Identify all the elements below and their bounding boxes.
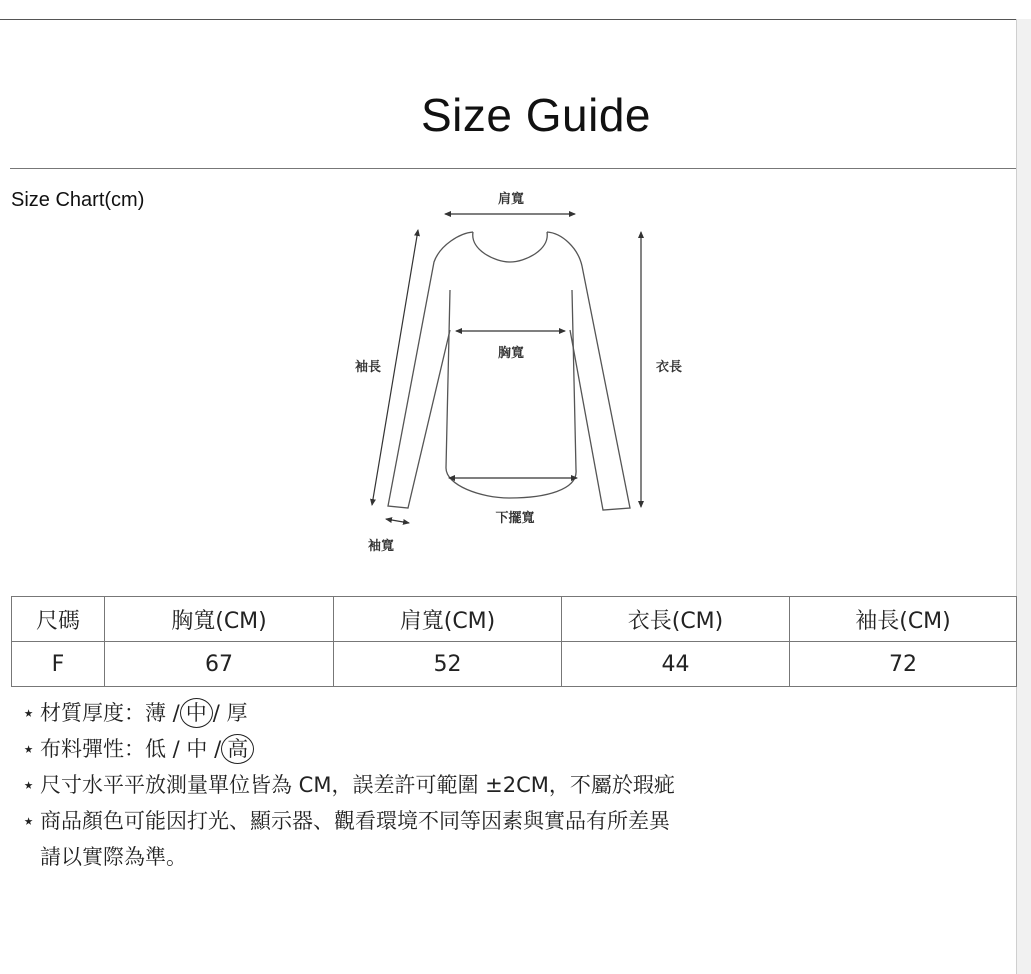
cell-length: 44 bbox=[562, 642, 790, 687]
note-measurement: ⋆ 尺寸水平平放測量單位皆為 CM，誤差許可範圍 ±2CM，不屬於瑕疵 bbox=[22, 767, 675, 803]
cell-size: F bbox=[12, 642, 105, 687]
sleeve-width-label: 袖寬 bbox=[367, 539, 395, 554]
star-icon: ⋆ bbox=[22, 701, 36, 725]
header-chest: 胸寬(CM) bbox=[105, 597, 334, 642]
cell-shoulder: 52 bbox=[334, 642, 562, 687]
chest-label: 胸寬 bbox=[497, 346, 525, 361]
header-size: 尺碼 bbox=[12, 597, 105, 642]
selected-elasticity: 高 bbox=[221, 734, 254, 764]
header-shoulder: 肩寬(CM) bbox=[334, 597, 562, 642]
scrollbar-track[interactable] bbox=[1016, 19, 1031, 974]
sleeve-width-arrow bbox=[386, 519, 409, 523]
sleeve-length-label: 袖長 bbox=[354, 360, 382, 375]
page-title: Size Guide bbox=[420, 89, 651, 141]
star-icon: ⋆ bbox=[22, 809, 36, 833]
notes bbox=[22, 695, 675, 875]
table-row bbox=[12, 642, 1017, 687]
table-header-row bbox=[12, 597, 1017, 642]
body-length-label: 衣長 bbox=[655, 360, 683, 375]
note-elasticity: ⋆ 布料彈性：低 / 中 / 高 bbox=[22, 731, 675, 767]
note-color-continued: 請以實際為準。 bbox=[40, 845, 187, 869]
hem-label: 下擺寬 bbox=[495, 511, 535, 526]
cell-chest: 67 bbox=[105, 642, 334, 687]
size-chart-heading: Size Chart(cm) bbox=[11, 189, 145, 211]
selected-thickness: 中 bbox=[180, 698, 213, 728]
shirt-outline bbox=[388, 232, 630, 510]
size-table bbox=[11, 596, 1017, 687]
note-thickness: ⋆ 材質厚度：薄 / 中 / 厚 bbox=[22, 695, 675, 731]
star-icon: ⋆ bbox=[22, 773, 36, 797]
star-icon: ⋆ bbox=[22, 737, 36, 761]
cell-sleeve: 72 bbox=[790, 642, 1017, 687]
note-color: ⋆ 商品顏色可能因打光、顯示器、觀看環境不同等因素與實品有所差異 bbox=[22, 803, 675, 839]
header-length: 衣長(CM) bbox=[562, 597, 790, 642]
shoulder-label: 肩寬 bbox=[497, 192, 525, 207]
header-sleeve: 袖長(CM) bbox=[790, 597, 1017, 642]
